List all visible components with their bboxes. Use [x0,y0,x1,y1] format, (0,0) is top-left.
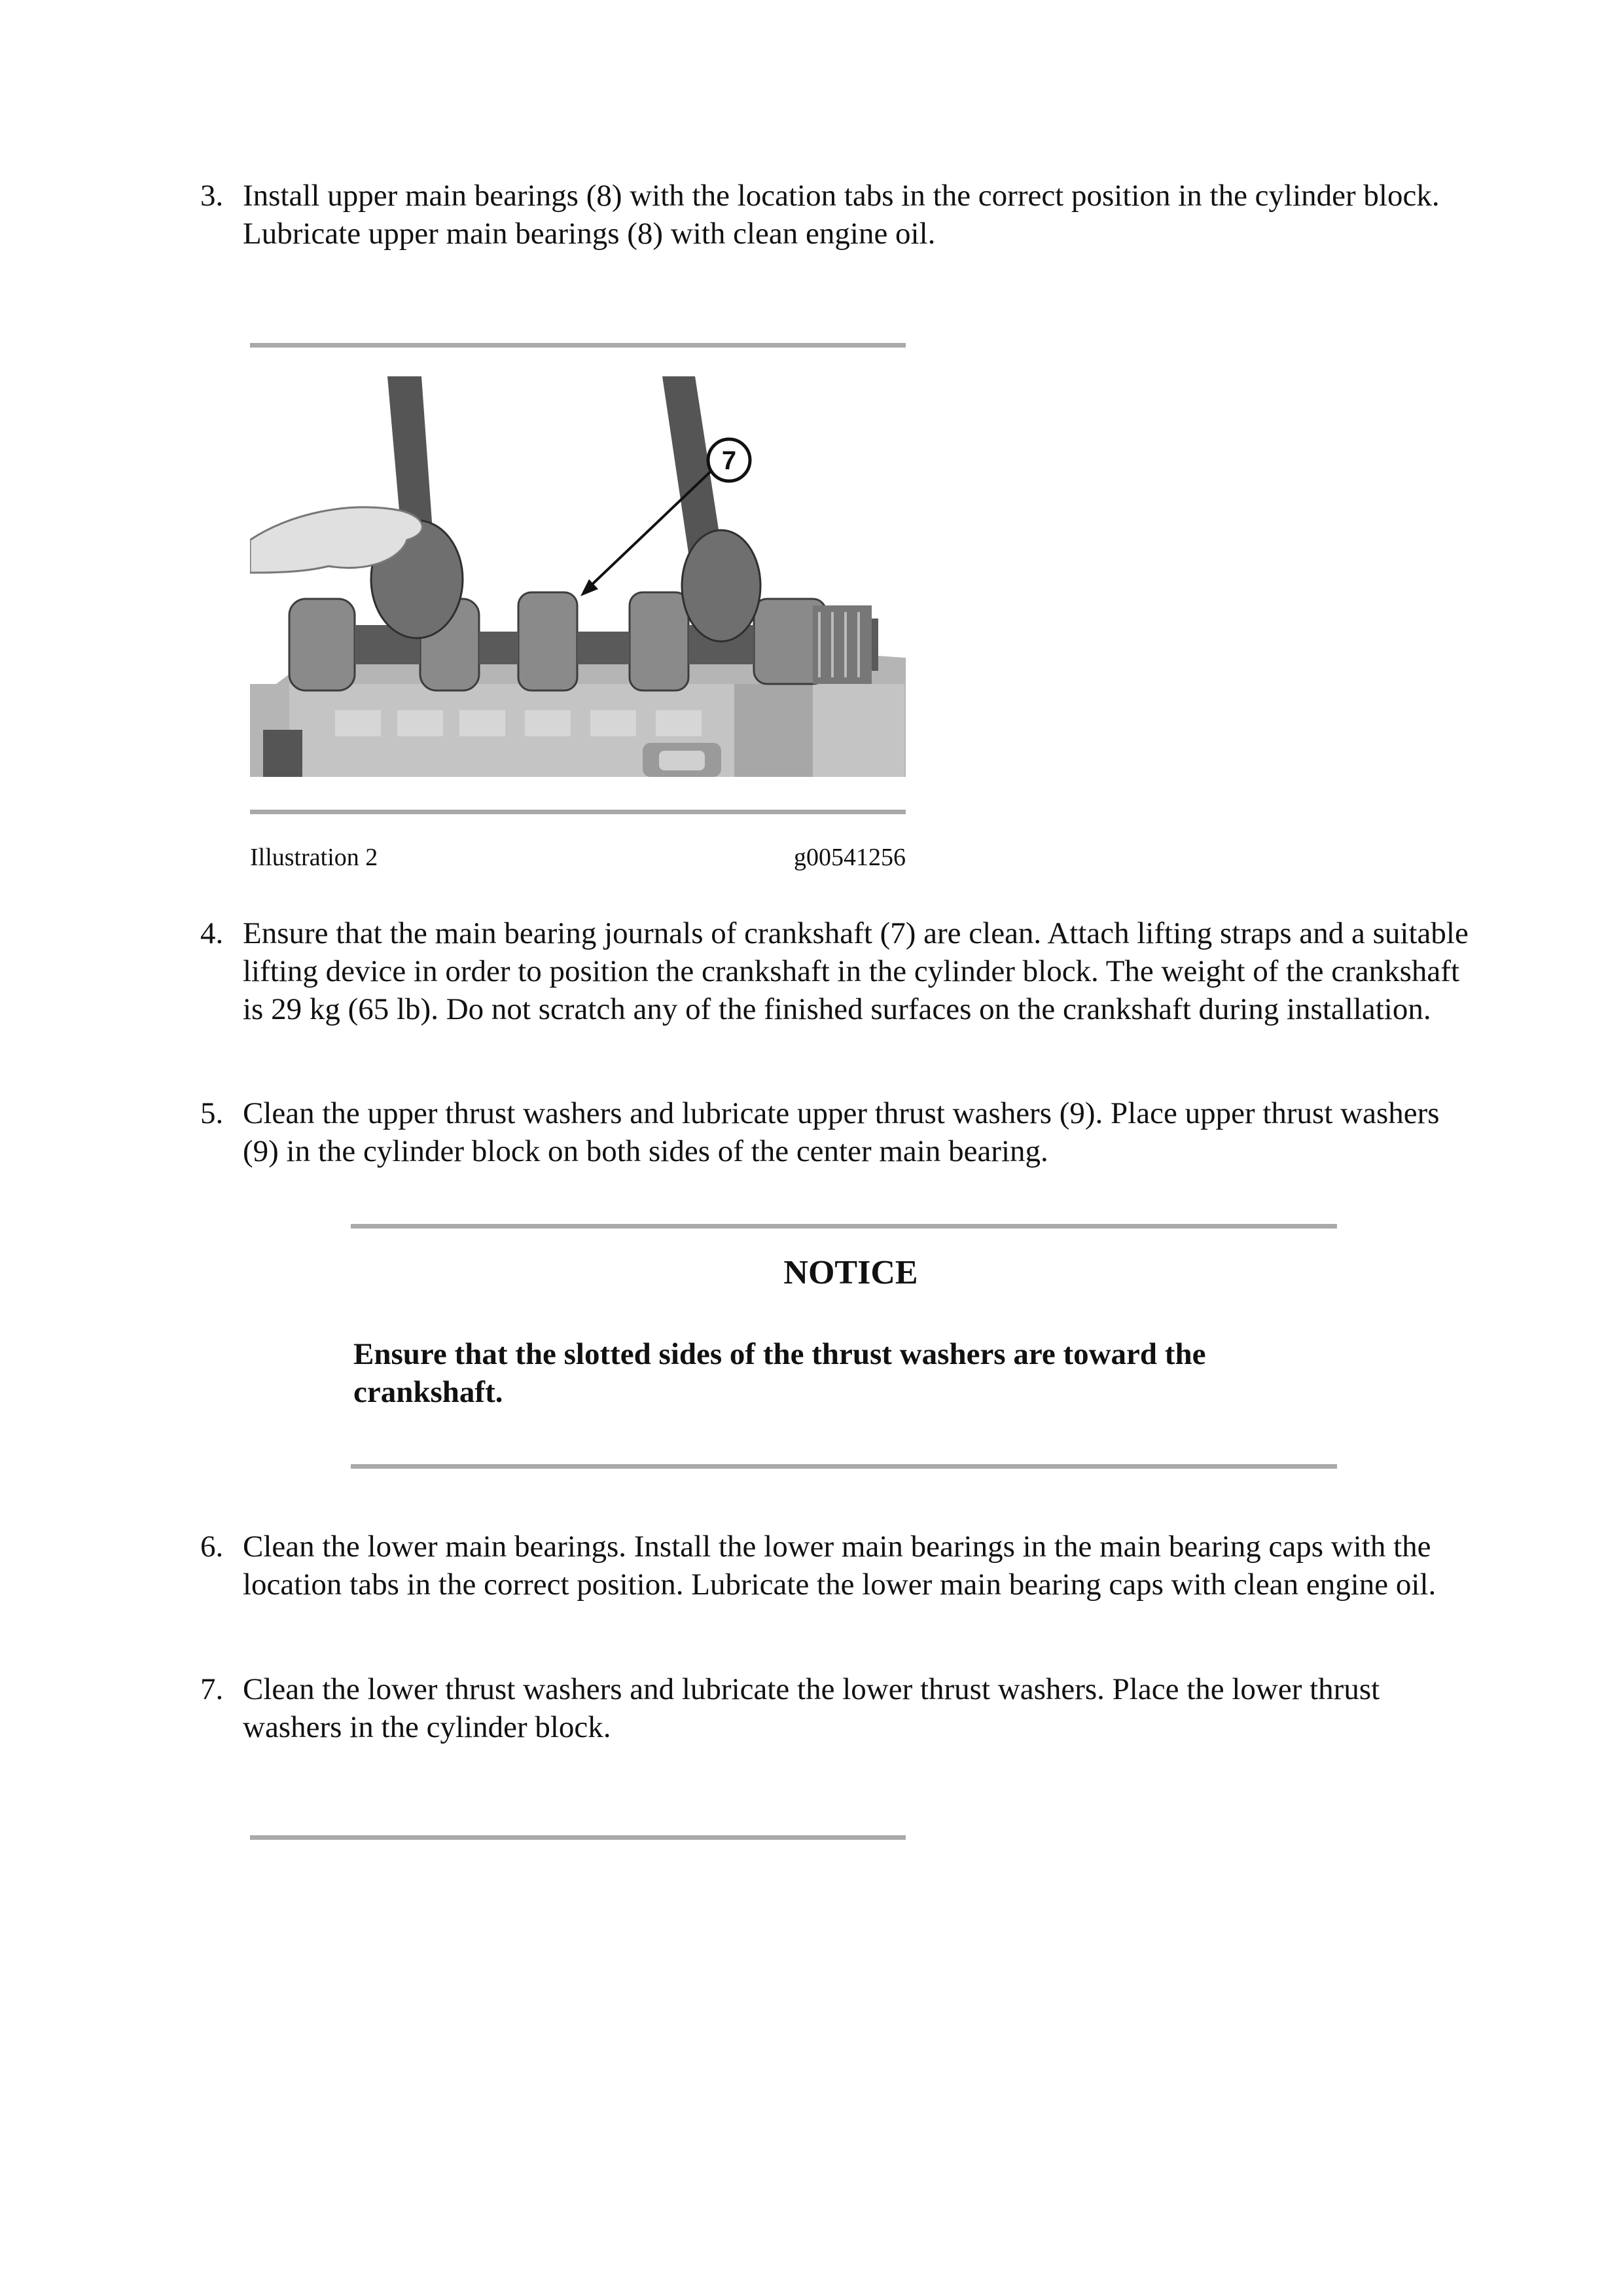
notice-top-rule [351,1224,1337,1229]
notice-title: NOTICE [783,1254,918,1291]
notice-body: Ensure that the slotted sides of the thrust washers are toward the crankshaft. [353,1337,1206,1409]
step-number: 3. [200,179,224,213]
step-text: Clean the lower main bearings. Install the lower main bearings in the main bearing caps with the location tabs in the correct position. Lubricate the lower main bearing caps with clean engine oil. [243,1530,1436,1602]
step-text: Install upper main bearings (8) with the location tabs in the correct position in the cylinder block. Lubricate upper main bearings (8) with clean engine oil. [243,179,1440,251]
illustration-caption: Illustration 2 [250,844,378,871]
step-text: Ensure that the main bearing journals of crankshaft (7) are clean. Attach lifting straps and a suitable lifting device in order to position the crankshaft in the cylinder block. The weight of the crankshaft is 29 kg (65 lb). Do not scratch any of the finished surfaces on the crankshaft during installation. [243,916,1469,1026]
step-number: 7. [200,1672,224,1706]
step-number: 6. [200,1530,224,1564]
step-number: 5. [200,1096,224,1130]
notice-bottom-rule [351,1464,1337,1469]
step-text: Clean the upper thrust washers and lubricate upper thrust washers (9). Place upper thrust washers (9) in the cylinder block on both sides of the center main bearing. [243,1096,1440,1168]
step-text: Clean the lower thrust washers and lubricate the lower thrust washers. Place the lower thrust washers in the cylinder block. [243,1672,1380,1744]
illustration-bottom-rule [250,810,906,814]
illustration-id: g00541256 [794,844,906,871]
step-number: 4. [200,916,224,950]
crankshaft-photo [250,376,906,777]
callout-label: 7 [721,446,737,475]
section-end-rule [250,1835,906,1840]
illustration-top-rule [250,343,906,348]
